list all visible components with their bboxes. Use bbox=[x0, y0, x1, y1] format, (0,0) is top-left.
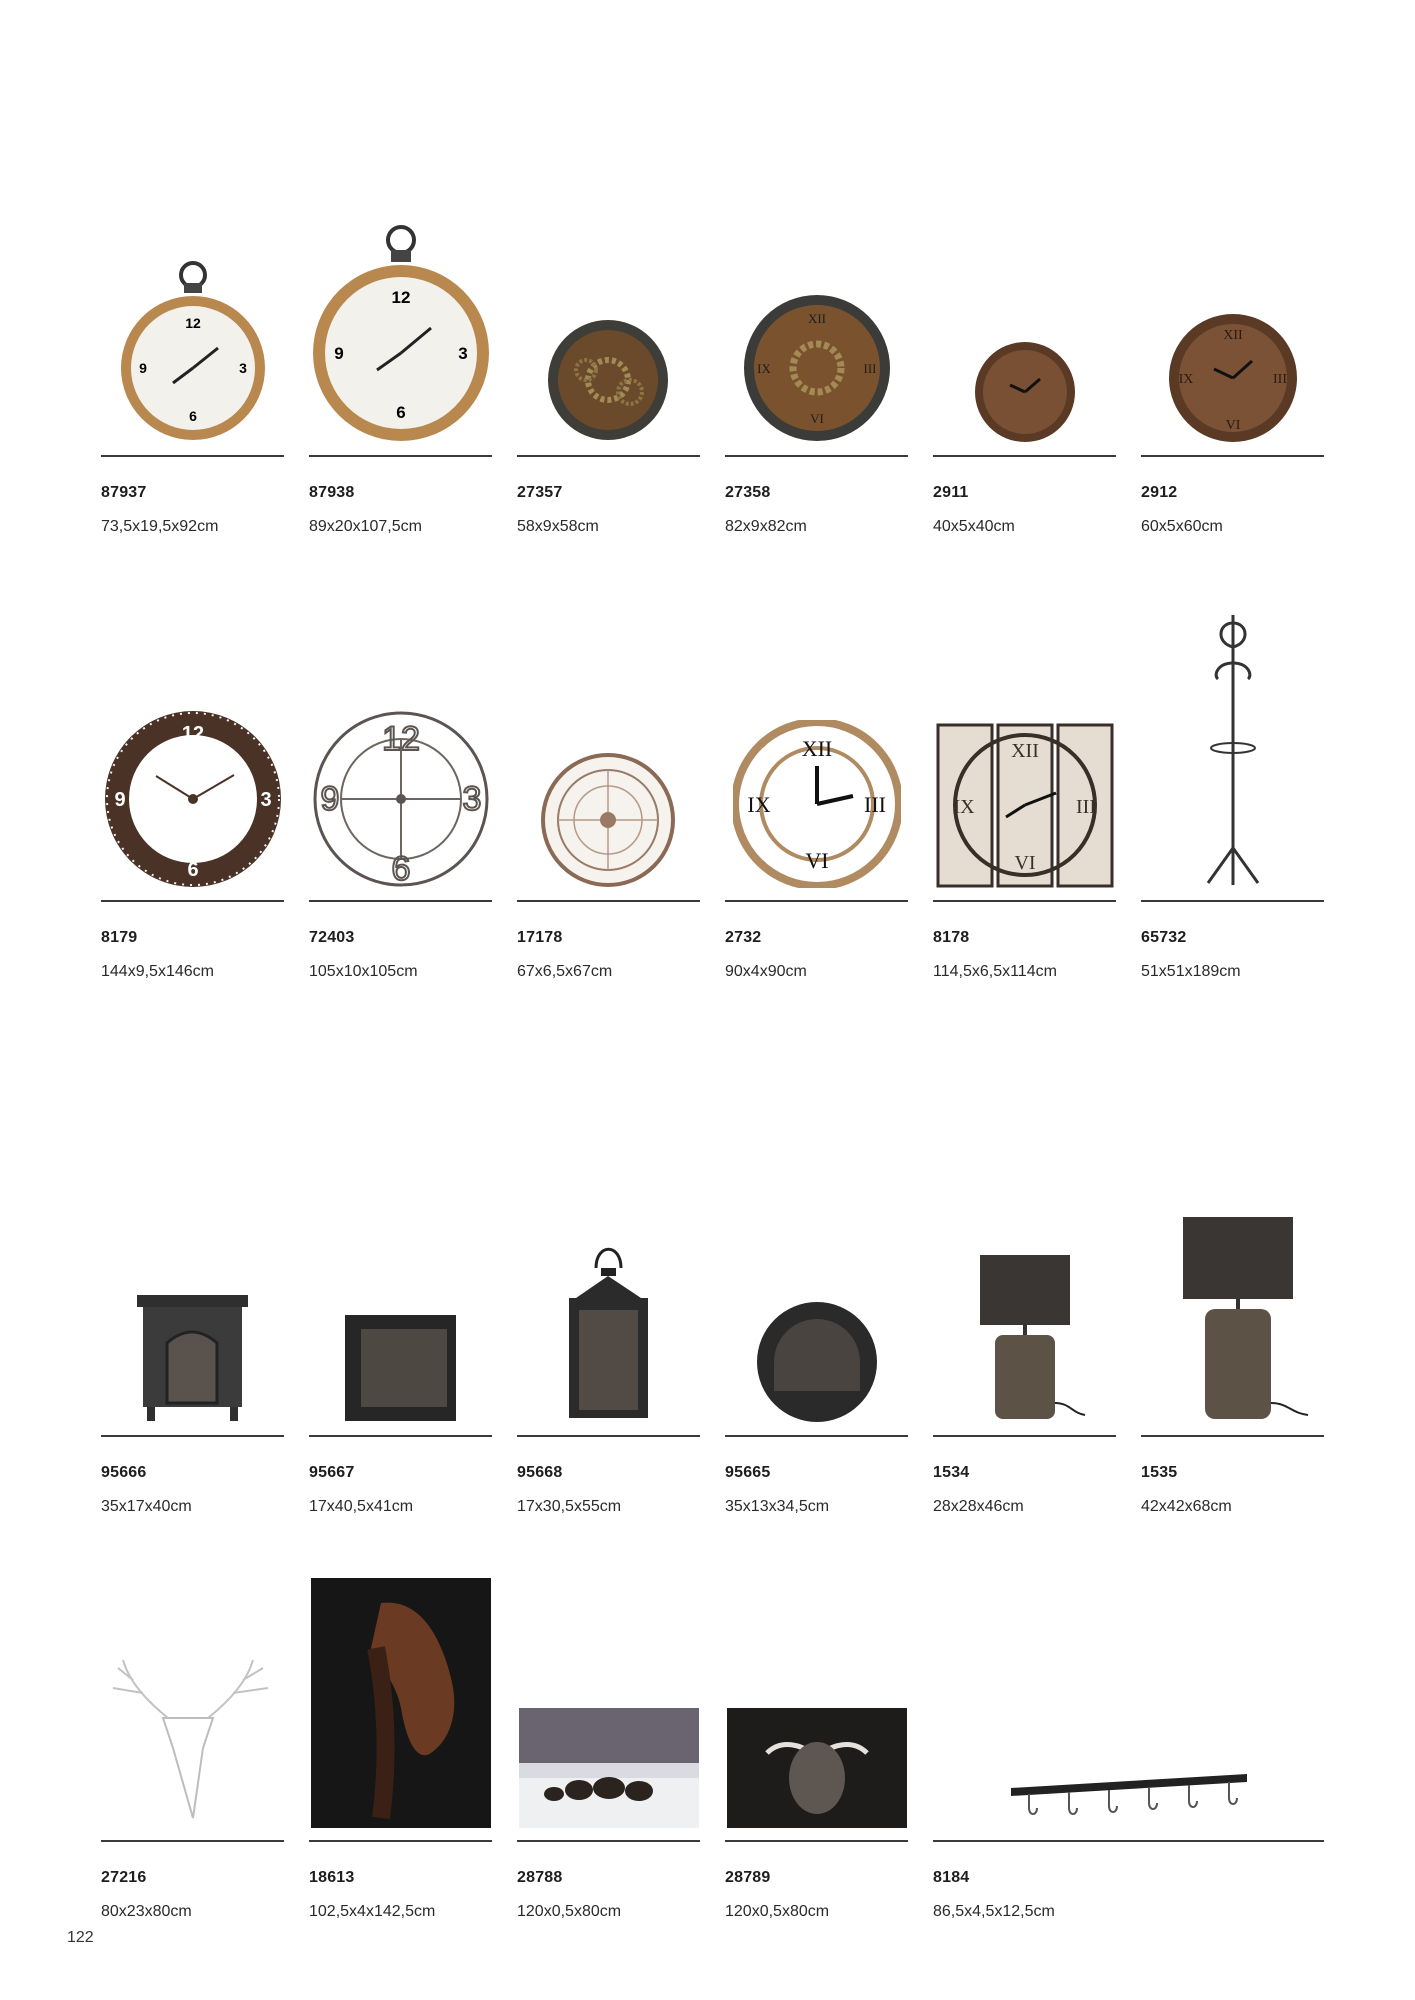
product-dimensions: 120x0,5x80cm bbox=[517, 1903, 622, 1920]
round-fireplace-icon bbox=[756, 1301, 878, 1423]
product-row-2 bbox=[101, 605, 1331, 981]
product-card[interactable] bbox=[725, 1140, 908, 1516]
product-dimensions: 67x6,5x67cm bbox=[517, 963, 613, 980]
bison-canvas-icon bbox=[519, 1708, 699, 1828]
highland-cow-canvas-icon bbox=[727, 1708, 907, 1828]
product-row-1 bbox=[101, 160, 1331, 536]
product-card[interactable] bbox=[517, 160, 700, 536]
divider bbox=[725, 455, 908, 457]
roman-wood-clock-icon bbox=[733, 720, 901, 888]
divider bbox=[101, 900, 284, 902]
divider bbox=[309, 455, 492, 457]
svg-text:VI: VI bbox=[809, 411, 824, 426]
gear-wall-clock-icon bbox=[742, 293, 892, 443]
product-dimensions: 90x4x90cm bbox=[725, 963, 807, 980]
product-code: 27216 bbox=[101, 1869, 147, 1886]
product-dimensions: 102,5x4x142,5cm bbox=[309, 1903, 436, 1920]
product-code: 17178 bbox=[517, 929, 563, 946]
divider bbox=[1141, 900, 1324, 902]
product-card[interactable] bbox=[1141, 605, 1324, 981]
product-card[interactable] bbox=[309, 605, 492, 981]
product-card[interactable] bbox=[309, 1140, 492, 1516]
svg-text:3: 3 bbox=[457, 344, 468, 363]
divider bbox=[933, 900, 1116, 902]
divider bbox=[1141, 1435, 1324, 1437]
table-lamp-icon bbox=[1153, 1215, 1313, 1423]
product-dimensions: 28x28x46cm bbox=[933, 1498, 1024, 1515]
product-card[interactable] bbox=[309, 160, 492, 536]
product-dimensions: 17x40,5x41cm bbox=[309, 1498, 414, 1515]
product-card[interactable] bbox=[101, 1140, 284, 1516]
svg-text:12: 12 bbox=[391, 288, 410, 307]
led-wall-clock-icon bbox=[104, 710, 282, 888]
svg-text:IX: IX bbox=[746, 792, 771, 817]
product-code: 87937 bbox=[101, 484, 147, 501]
product-code: 28788 bbox=[517, 1869, 563, 1886]
metal-open-clock-icon bbox=[312, 710, 490, 888]
product-card[interactable] bbox=[1141, 160, 1324, 536]
product-card[interactable] bbox=[933, 1140, 1116, 1516]
svg-text:12: 12 bbox=[184, 315, 201, 331]
coat-hook-rail-icon bbox=[1009, 1768, 1249, 1828]
product-code: 95667 bbox=[309, 1464, 355, 1481]
product-dimensions: 42x42x68cm bbox=[1141, 1498, 1232, 1515]
divider bbox=[517, 1435, 700, 1437]
divider bbox=[517, 1840, 700, 1842]
svg-text:6: 6 bbox=[395, 403, 406, 422]
product-dimensions: 58x9x58cm bbox=[517, 518, 599, 535]
divider bbox=[725, 1840, 908, 1842]
svg-text:XII: XII bbox=[807, 311, 826, 326]
product-dimensions: 144x9,5x146cm bbox=[101, 963, 214, 980]
svg-text:6: 6 bbox=[188, 408, 197, 424]
svg-text:IX: IX bbox=[756, 361, 771, 376]
product-code: 65732 bbox=[1141, 929, 1187, 946]
svg-text:9: 9 bbox=[113, 789, 126, 811]
product-code: 8184 bbox=[933, 1869, 970, 1886]
gear-wall-clock-icon bbox=[546, 318, 671, 443]
cabinet-fireplace-icon bbox=[135, 1293, 250, 1423]
product-code: 28789 bbox=[725, 1869, 771, 1886]
pocket-watch-clock-icon bbox=[311, 218, 491, 443]
product-card[interactable] bbox=[933, 1545, 1324, 1921]
product-dimensions: 35x13x34,5cm bbox=[725, 1498, 830, 1515]
svg-text:9: 9 bbox=[333, 344, 344, 363]
product-card[interactable] bbox=[933, 160, 1116, 536]
svg-text:12: 12 bbox=[181, 723, 204, 745]
product-dimensions: 73,5x19,5x92cm bbox=[101, 518, 219, 535]
product-card[interactable] bbox=[1141, 1140, 1324, 1516]
svg-text:3: 3 bbox=[238, 360, 247, 376]
svg-text:3: 3 bbox=[462, 780, 481, 818]
wooden-wall-clock-icon bbox=[974, 341, 1076, 443]
product-dimensions: 80x23x80cm bbox=[101, 1903, 192, 1920]
divider bbox=[933, 1435, 1116, 1437]
product-code: 27358 bbox=[725, 484, 771, 501]
product-card[interactable] bbox=[517, 605, 700, 981]
product-code: 1534 bbox=[933, 1464, 970, 1481]
svg-text:IX: IX bbox=[952, 796, 975, 818]
product-code: 95668 bbox=[517, 1464, 563, 1481]
product-dimensions: 89x20x107,5cm bbox=[309, 518, 422, 535]
divider bbox=[309, 1840, 492, 1842]
product-code: 18613 bbox=[309, 1869, 355, 1886]
divider bbox=[309, 900, 492, 902]
divider bbox=[933, 1840, 1324, 1842]
divider bbox=[725, 1435, 908, 1437]
svg-text:9: 9 bbox=[320, 780, 339, 818]
divider bbox=[517, 900, 700, 902]
product-code: 8178 bbox=[933, 929, 970, 946]
product-row-4 bbox=[101, 1545, 1331, 1921]
product-code: 8179 bbox=[101, 929, 138, 946]
product-code: 2732 bbox=[725, 929, 762, 946]
triptych-clock-icon bbox=[936, 723, 1114, 888]
svg-text:9: 9 bbox=[138, 360, 147, 376]
svg-text:XII: XII bbox=[801, 736, 832, 761]
product-card[interactable] bbox=[725, 605, 908, 981]
svg-text:VI: VI bbox=[804, 848, 829, 873]
product-dimensions: 86,5x4,5x12,5cm bbox=[933, 1903, 1055, 1920]
product-dimensions: 105x10x105cm bbox=[309, 963, 418, 980]
product-card[interactable] bbox=[517, 1545, 700, 1921]
svg-text:6: 6 bbox=[391, 850, 410, 888]
table-lamp-icon bbox=[960, 1253, 1090, 1423]
product-code: 1535 bbox=[1141, 1464, 1178, 1481]
svg-text:VI: VI bbox=[1225, 418, 1240, 433]
svg-text:XII: XII bbox=[1222, 328, 1243, 343]
svg-text:12: 12 bbox=[381, 720, 420, 758]
pocket-watch-clock-icon bbox=[118, 253, 268, 443]
page-number: 122 bbox=[67, 1929, 94, 1946]
product-card[interactable] bbox=[101, 160, 284, 536]
coat-stand-icon bbox=[1188, 613, 1278, 888]
deer-head-wire-icon bbox=[103, 1658, 283, 1828]
svg-text:6: 6 bbox=[186, 859, 199, 881]
wall-fireplace-icon bbox=[343, 1313, 458, 1423]
product-card[interactable] bbox=[725, 160, 908, 536]
product-dimensions: 120x0,5x80cm bbox=[725, 1903, 830, 1920]
svg-text:VI: VI bbox=[1013, 852, 1036, 874]
product-code: 87938 bbox=[309, 484, 355, 501]
svg-text:III: III bbox=[1075, 796, 1096, 818]
divider bbox=[101, 455, 284, 457]
horse-canvas-icon bbox=[311, 1578, 491, 1828]
divider bbox=[1141, 455, 1324, 457]
product-card[interactable] bbox=[101, 605, 284, 981]
divider bbox=[101, 1840, 284, 1842]
product-code: 2911 bbox=[933, 484, 969, 501]
product-dimensions: 40x5x40cm bbox=[933, 518, 1015, 535]
svg-text:III: III bbox=[863, 792, 886, 817]
white-roman-clock-icon bbox=[541, 753, 676, 888]
wooden-wall-clock-icon bbox=[1168, 313, 1298, 443]
divider bbox=[101, 1435, 284, 1437]
product-card[interactable] bbox=[725, 1545, 908, 1921]
product-code: 27357 bbox=[517, 484, 563, 501]
svg-text:XII: XII bbox=[1010, 740, 1039, 762]
divider bbox=[933, 455, 1116, 457]
svg-text:3: 3 bbox=[259, 789, 272, 811]
product-dimensions: 82x9x82cm bbox=[725, 518, 807, 535]
product-card[interactable] bbox=[933, 605, 1116, 981]
divider bbox=[517, 455, 700, 457]
product-card[interactable] bbox=[309, 1545, 492, 1921]
divider bbox=[725, 900, 908, 902]
product-dimensions: 60x5x60cm bbox=[1141, 518, 1223, 535]
lantern-fireplace-icon bbox=[561, 1238, 656, 1423]
product-card[interactable] bbox=[517, 1140, 700, 1516]
product-code: 95665 bbox=[725, 1464, 771, 1481]
svg-text:IX: IX bbox=[1178, 372, 1193, 387]
product-card[interactable] bbox=[101, 1545, 284, 1921]
product-code: 72403 bbox=[309, 929, 355, 946]
svg-text:III: III bbox=[1272, 372, 1287, 387]
product-row-3 bbox=[101, 1140, 1331, 1516]
product-code: 95666 bbox=[101, 1464, 147, 1481]
product-dimensions: 51x51x189cm bbox=[1141, 963, 1241, 980]
product-dimensions: 35x17x40cm bbox=[101, 1498, 192, 1515]
product-dimensions: 114,5x6,5x114cm bbox=[933, 963, 1057, 980]
svg-text:III: III bbox=[863, 361, 876, 376]
product-code: 2912 bbox=[1141, 484, 1178, 501]
divider bbox=[309, 1435, 492, 1437]
product-dimensions: 17x30,5x55cm bbox=[517, 1498, 622, 1515]
